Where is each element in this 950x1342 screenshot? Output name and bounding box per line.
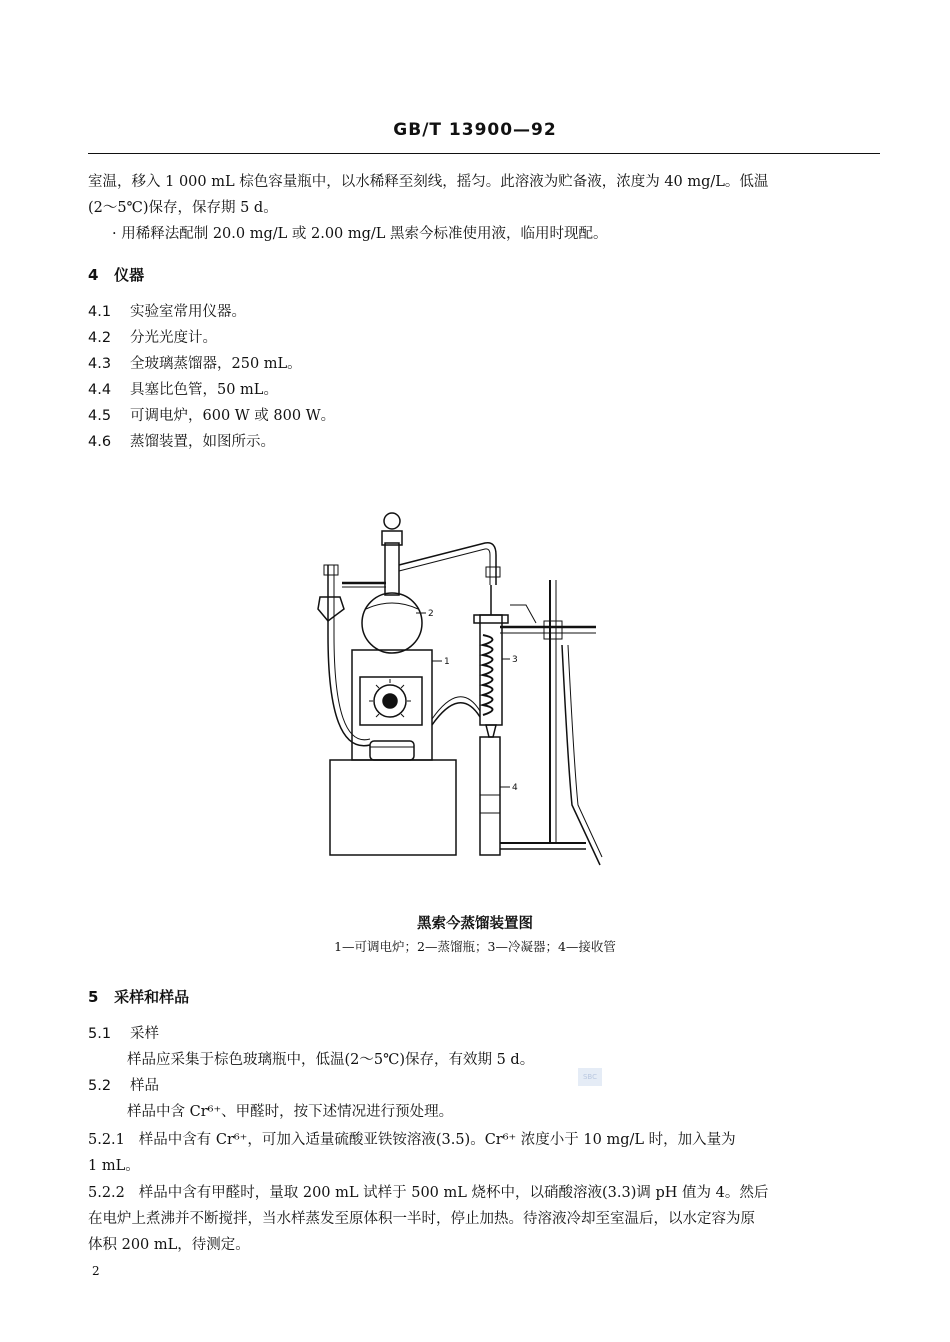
section-5-title: 采样和样品 <box>114 988 190 1006</box>
subsection-5-2-1-line-2: 1 mL。 <box>88 1158 140 1174</box>
section-4-number: 4 <box>88 266 99 284</box>
subsection-title: 采样 <box>130 1026 159 1042</box>
section-5-number: 5 <box>88 988 99 1006</box>
receiving-tube <box>480 737 500 855</box>
list-item <box>88 430 275 451</box>
subsection-5-1-text: 样品应采集于棕色玻璃瓶中，低温(2～5℃)保存，有效期 5 d。 <box>127 1052 535 1068</box>
subsection-number: 5.2.2 <box>88 1185 125 1201</box>
furnace-base <box>330 760 456 855</box>
subsection-5-2-2-line-3: 体积 200 mL，待测定。 <box>88 1237 250 1253</box>
heating-element <box>370 741 414 760</box>
tube-clamp <box>318 597 344 621</box>
water-outlet-tube <box>432 703 480 725</box>
list-item <box>88 352 302 373</box>
vapor-outlet-tube <box>399 543 496 585</box>
document-header: GB/T 13900—92 <box>393 120 557 140</box>
section-5-heading <box>88 986 189 1007</box>
item-number: 4.2 <box>88 330 112 346</box>
item-number: 4.4 <box>88 382 112 398</box>
item-number: 4.1 <box>88 304 112 320</box>
list-item <box>88 326 217 347</box>
subsection-number: 5.2 <box>88 1078 112 1094</box>
intro-line-1: 室温，移入 1 000 mL 棕色容量瓶中，以水稀释至刻线，摇匀。此溶液为贮备液，浓度为 40 mg/L。低温 <box>88 174 769 190</box>
subsection-number: 5.1 <box>88 1026 112 1042</box>
distillation-flask <box>362 593 422 653</box>
section-4-heading <box>88 264 144 285</box>
subsection-5-2-2-line-2: 在电炉上煮沸并不断搅拌，当水样蒸发至原体积一半时，停止加热。待溶液冷却至室温后，以水定容为原 <box>88 1211 755 1227</box>
callout-2: 2 <box>428 609 434 619</box>
subsection-title: 样品 <box>130 1078 159 1094</box>
condenser-coil <box>483 635 493 715</box>
subsection-number: 5.2.1 <box>88 1132 125 1148</box>
subsection-5-2-heading <box>88 1074 159 1095</box>
item-text: 分光光度计。 <box>130 330 217 346</box>
callout-3: 3 <box>512 655 518 665</box>
page-number: 2 <box>92 1264 100 1278</box>
item-text: 具塞比色管，50 mL。 <box>130 382 278 398</box>
subsection-text: 样品中含有 Cr⁶⁺，可加入适量硫酸亚铁铵溶液(3.5)。Cr⁶⁺ 浓度小于 10 mg/L 时，加入量为 <box>138 1132 736 1148</box>
item-text: 蒸馏装置，如图所示。 <box>130 434 275 450</box>
item-number: 4.5 <box>88 408 112 424</box>
subsection-5-2-1-line-1 <box>88 1128 736 1149</box>
item-number: 4.3 <box>88 356 112 372</box>
callout-4: 4 <box>512 783 518 793</box>
subsection-5-2-2-line-1 <box>88 1181 768 1202</box>
drain-tube <box>562 645 600 865</box>
watermark-stamp: SBC <box>578 1068 602 1086</box>
distillation-apparatus-diagram <box>300 505 620 875</box>
list-item <box>88 300 246 321</box>
item-text: 全玻璃蒸馏器，250 mL。 <box>130 356 302 372</box>
item-text: 实验室常用仪器。 <box>130 304 246 320</box>
subsection-text: 样品中含有甲醛时，量取 200 mL 试样于 500 mL 烧杯中，以硝酸溶液(3.3)调 pH 值为 4。然后 <box>138 1185 769 1201</box>
item-number: 4.6 <box>88 434 112 450</box>
flask-neck <box>385 543 399 595</box>
section-4-title: 仪器 <box>114 266 145 284</box>
flask-stopper <box>384 513 400 529</box>
intro-line-3: · 用稀释法配制 20.0 mg/L 或 2.00 mg/L 黑索今标准使用液，临用时现配。 <box>112 226 608 242</box>
intro-line-2: (2～5℃)保存，保存期 5 d。 <box>88 200 278 216</box>
list-item <box>88 404 335 425</box>
header-rule <box>88 153 880 154</box>
list-item <box>88 378 278 399</box>
callout-1: 1 <box>444 657 450 667</box>
subsection-5-1-heading <box>88 1022 159 1043</box>
subsection-5-2-text: 样品中含 Cr⁶⁺、甲醛时，按下述情况进行预处理。 <box>127 1104 454 1120</box>
figure-caption: 黑索今蒸馏装置图 <box>417 915 533 932</box>
item-text: 可调电炉，600 W 或 800 W。 <box>130 408 336 424</box>
figure-legend: 1—可调电炉；2—蒸馏瓶；3—冷凝器；4—接收管 <box>334 939 616 954</box>
